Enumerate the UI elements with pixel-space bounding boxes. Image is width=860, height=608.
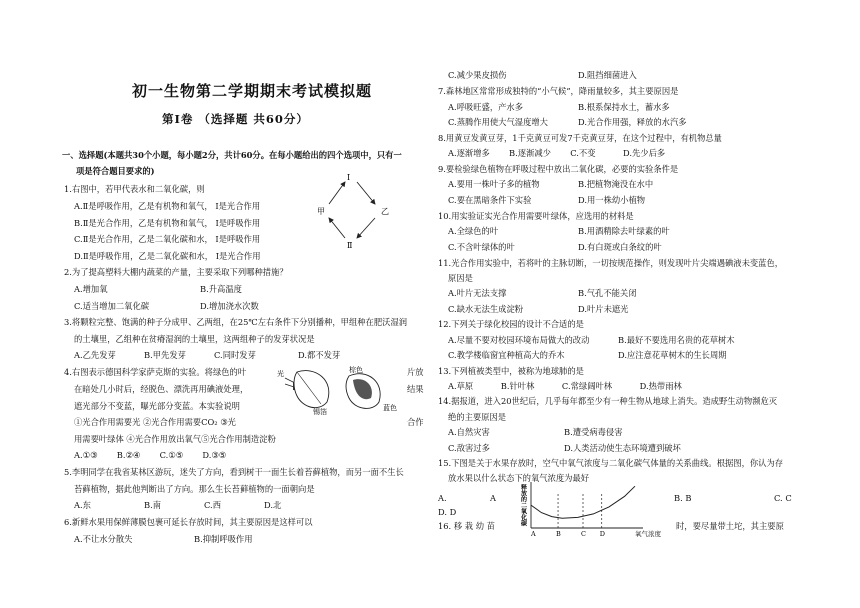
option-6d: D.阻挡细菌进入	[578, 70, 637, 80]
question-9: 9.要检验绿色植物在呼吸过程中放出二氧化碳，必要的实验条件是	[438, 164, 679, 174]
question-14-line1: 14.据报道，进入20世纪后，几乎每年都至少有一种生物从地球上消失。造成野生动物濒危灭	[438, 396, 778, 406]
option-5a: A.东	[74, 500, 91, 510]
question-4-line2-end: 结果	[407, 384, 424, 394]
option-15b: B. B	[674, 493, 692, 503]
leaf-experiment-diagram	[275, 362, 405, 418]
question-6: 6.新鲜水果用保鲜薄膜包裹可延长存放时间，其主要原因是这样可以	[64, 517, 313, 527]
question-10: 10.用实验证实光合作用需要叶绿体，应选用的材料是	[438, 211, 634, 221]
option-10b: B.用酒精除去叶绿素的叶	[578, 226, 670, 236]
option-11d: D.叶片未遮光	[578, 304, 629, 314]
question-4-line3: 遮光部分不变蓝，曝光部分变蓝。本实验说明	[74, 401, 240, 411]
option-14c: C.敌害过多	[448, 443, 490, 453]
option-11a: A.叶片无法支撑	[448, 288, 507, 298]
brown-label: 棕色	[349, 366, 363, 374]
option-5d: D.北	[264, 500, 282, 510]
question-4-options: A.①③ B.②④ C.①⑤ D.③⑤	[74, 450, 227, 460]
blue-label: 蓝色	[383, 404, 397, 412]
option-2c: C.适当增加二氧化碳	[74, 301, 150, 311]
page-title: 初一生物第二学期期末考试模拟题	[132, 82, 373, 100]
question-5-line1: 5.李明同学在我省某林区游玩，迷失了方向，看到树干一面生长着苔藓植物，而另一面不生长	[64, 467, 404, 477]
option-6a: A.不让水分散失	[74, 534, 133, 544]
question-8-options: A.逐渐增多 B.逐渐减少 C.不变 D.先少后多	[448, 148, 666, 158]
x-tick-label: D	[599, 530, 605, 538]
option-2d: D.增加浇水次数	[200, 301, 259, 311]
light-label: 光	[277, 370, 284, 378]
option-9a: A.要用一株叶子多的植物	[448, 179, 540, 189]
cycle-diagram	[305, 170, 397, 252]
question-13: 13.下列植被类型中，被称为地球肺的是	[438, 366, 584, 376]
x-tick-label: B	[556, 530, 561, 538]
cycle-right-label: 乙	[381, 207, 389, 216]
y-axis-label: 释放的二氧化碳	[519, 484, 527, 526]
question-14-line2: 绝的主要原因是	[448, 412, 507, 422]
option-9d: D.用一株幼小植物	[578, 195, 646, 205]
option-3c: C.同时发芽	[214, 350, 256, 360]
question-2: 2.为了提高塑料大棚内蔬菜的产量，主要采取下列哪种措施？	[64, 267, 288, 277]
leaf-left	[294, 371, 329, 408]
co2-oxygen-chart	[493, 480, 673, 538]
page-subtitle: 第Ⅰ卷 （选择题 共60分）	[162, 112, 309, 126]
option-9c: C.要在黑暗条件下实验	[448, 195, 532, 205]
question-11-line2: 原因是	[448, 273, 473, 283]
option-15a-prefix: A.	[438, 493, 447, 503]
option-7a: A.呼吸旺盛，产水多	[448, 102, 524, 112]
option-1d: D.Ⅱ是呼吸作用，乙是二氧化碳和水， Ⅰ是光合作用	[74, 251, 261, 261]
option-10d: D.有白斑或白条纹的叶	[578, 242, 662, 252]
option-12c: C.教学楼临窗宜种植高大的乔木	[448, 350, 565, 360]
question-15-line2: 放水果以什么状态下的氧气浓度为最好	[448, 473, 590, 483]
x-tick-label: A	[531, 530, 536, 538]
question-3-line1: 3.将颗粒完整、饱满的种子分成甲、乙两组，在25℃左右条件下分别播种，甲组种在肥沃湿润	[64, 317, 408, 327]
option-10c: C.不含叶绿体的叶	[448, 242, 515, 252]
section-header-line2: 项是符合题目要求的)	[76, 166, 155, 176]
option-3b: B.甲先发芽	[144, 350, 186, 360]
question-11-line1: 11.光合作用实验中，若将叶的主脉切断，一切按规范操作，则发现叶片尖端遇碘液未变蓝色，	[438, 258, 784, 268]
question-8: 8.用黄豆发黄豆芽，1千克黄豆可发7千克黄豆芽，在这个过程中，有机物总量	[438, 133, 722, 143]
option-1c: C.Ⅱ是光合作用，乙是二氧化碳和水， Ⅰ是呼吸作用	[74, 234, 261, 244]
question-12: 12.下列关于绿化校园的设计不合适的是	[438, 319, 584, 329]
question-13-options: A.草原 B.针叶林 C.常绿阔叶林 D.热带雨林	[448, 381, 682, 391]
option-14b: B.遭受病毒侵害	[564, 427, 623, 437]
option-10a: A.全绿色的叶	[448, 226, 499, 236]
question-5-line2: 苔藓植物，据此他判断出了方向。那么生长苔藓植物的一面朝向是	[74, 484, 315, 494]
question-15-line1: 15.下图是关于水果存放时，空气中氧气浓度与二氧化碳气体量的关系曲线。根据图，你认为存	[438, 458, 784, 468]
question-4-line1: 4.右图表示德国科学家萨克斯的实验。将绿色的叶	[64, 367, 247, 377]
option-7b: B.根系保持水土，蓄水多	[578, 102, 670, 112]
option-7d: D.光合作用强，释放的水汽多	[578, 117, 687, 127]
option-12a: A.尽量不要对校园环境布局做大的改动	[448, 335, 590, 345]
question-4-line4-end: 合作	[407, 417, 424, 427]
question-1: 1.右图中，若甲代表水和二氧化碳，则	[64, 184, 205, 194]
option-14d: D.人类活动使生态环境遭到破坏	[564, 443, 681, 453]
option-11b: B.气孔不能关闭	[578, 288, 637, 298]
option-12d: D.应注意花草树木的生长周期	[618, 350, 727, 360]
option-3a: A.乙先发芽	[74, 350, 116, 360]
option-5c: C.西	[204, 500, 221, 510]
question-16-start: 16. 移 栽 幼 苗	[438, 521, 495, 531]
cycle-left-label: 甲	[317, 207, 325, 216]
tinfoil-label: 锡箔	[313, 408, 327, 416]
option-6b: B.抑制呼吸作用	[194, 534, 253, 544]
x-tick-label: C	[581, 530, 586, 538]
question-4-line4: ①光合作用需要光 ②光合作用需要CO₂ ③光	[74, 417, 236, 427]
option-1b: B.Ⅱ是光合作用，乙是有机物和氧气， Ⅰ是呼吸作用	[74, 218, 261, 228]
question-7: 7.森林地区常常形成独特的“小气候”，降雨量较多，其主要原因是	[438, 86, 679, 96]
option-5b: B.南	[144, 500, 162, 510]
option-15d: D. D	[438, 507, 457, 517]
question-4-line2: 在暗处几小时后，经脱色、漂洗再用碘液处理，	[74, 384, 249, 394]
option-14a: A.自然灾害	[448, 427, 490, 437]
option-2b: B.升高温度	[200, 284, 242, 294]
option-9b: B.把植物淹没在水中	[578, 179, 654, 189]
option-7c: C.蒸腾作用使大气湿度增大	[448, 117, 548, 127]
option-12b: B.最好不要选用名贵的花草树木	[618, 335, 735, 345]
option-2a: A.增加氧	[74, 284, 108, 294]
option-1a: A.Ⅱ是呼吸作用，乙是有机物和氧气， Ⅰ是光合作用	[74, 201, 261, 211]
x-axis-label: 氧气浓度	[635, 530, 661, 538]
option-15a-value: A	[490, 493, 496, 503]
option-6c: C.减少果皮损伤	[448, 70, 507, 80]
cycle-top-label: Ⅰ	[347, 173, 351, 182]
question-16-end: 时，要尽量带土坨，其主要原	[676, 521, 784, 531]
question-4-line1-end: 片放	[407, 367, 424, 377]
question-4-line5: 用需要叶绿体 ④光合作用放出氧气⑤光合作用制造淀粉	[74, 434, 276, 444]
option-15c: C. C	[774, 493, 792, 503]
option-3d: D.都不发芽	[298, 350, 341, 360]
cycle-bottom-label: Ⅱ	[347, 241, 353, 250]
option-11c: C.缺水无法生成淀粉	[448, 304, 524, 314]
question-3-line2: 的土壤里，乙组种在贫瘠湿润的土壤里，这两组种子的发芽状况是	[74, 334, 315, 344]
section-header-line1: 一、选择题(本题共30个小题，每小题2分，共计60分。在每小题给出的四个选项中，只有一	[62, 150, 402, 160]
